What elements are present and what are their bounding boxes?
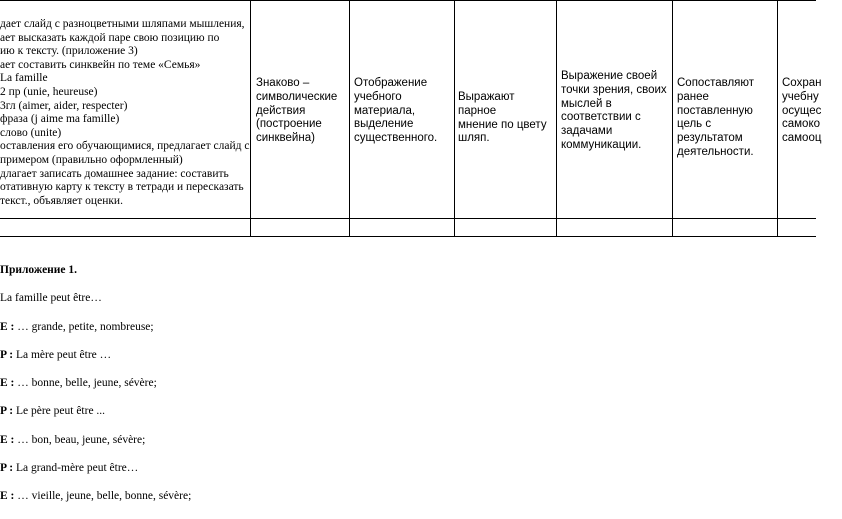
communication-cell (561, 70, 669, 153)
cell-line: 3гл (aimer, aider, respecter) (0, 99, 128, 112)
dialogue-line (0, 405, 105, 417)
dialogue-line (0, 434, 145, 446)
cell-line: Сопоставляют (677, 77, 755, 89)
column-divider (777, 0, 778, 237)
cell-line: учебного (354, 90, 402, 103)
dialogue-text: … vieille, jeune, belle, bonne, sévère; (14, 490, 192, 502)
speaker-label: P : (0, 462, 14, 474)
dialogue-text: … bon, beau, jeune, sévère; (14, 434, 146, 446)
cell-line: точки зрения, своих (561, 83, 667, 96)
cell-line: выделение (354, 118, 414, 131)
column-divider (556, 0, 557, 237)
table-row-divider (0, 218, 816, 219)
cell-line: мыслей в (561, 97, 612, 110)
cell-line: слово (unite) (0, 126, 62, 139)
cell-line: цель с результатом (677, 118, 743, 145)
sign-symbolic-cell (256, 77, 346, 146)
cell-line: задачами (561, 125, 613, 138)
cell-line: Сохран (782, 77, 822, 89)
cell-line: Выражение своей (561, 70, 658, 82)
cell-line: символические (256, 90, 338, 103)
cell-line: (построение (256, 118, 322, 131)
speaker-label: P : (0, 405, 14, 417)
dialogue-text: Le père peut être ... (13, 405, 106, 417)
cell-line: отативную карту к тексту в тетради и пересказать (0, 181, 244, 194)
cell-line: 2 пр (unie, heureuse) (0, 85, 98, 98)
dialogue-text: La grand-mère peut être… (13, 462, 139, 474)
dialogue-line (0, 377, 157, 389)
dialogue-text: … grande, petite, nombreuse; (14, 321, 154, 333)
cell-line: Знаково – (256, 77, 310, 89)
column-divider (454, 0, 455, 237)
cell-line: учебну (782, 90, 819, 103)
table-bottom-border (0, 236, 816, 237)
cell-line: материала, (354, 104, 416, 117)
cell-line: самооц (782, 132, 822, 145)
cell-line: оставления его обучающимися, предлагает слайд с (0, 140, 250, 153)
material-display-cell (354, 77, 444, 146)
cell-line: самоко (782, 118, 821, 131)
column-divider (672, 0, 673, 237)
column-divider (250, 0, 251, 237)
cell-line: фраза (j aime ma famille) (0, 113, 120, 126)
cell-line: мнение по цвету (458, 118, 547, 131)
appendix-title: Приложение 1. (0, 264, 78, 276)
cell-line: дает слайд с разноцветными шляпами мышления, (0, 18, 245, 30)
speaker-label: E : (0, 377, 15, 389)
dialogue-text: … bonne, belle, jeune, sévère; (14, 377, 157, 389)
dialogue-line (0, 490, 191, 502)
cell-line: поставленную (677, 104, 753, 117)
cell-line: длагает записать домашнее задание: составить (0, 167, 229, 180)
cell-line: Выражают парное (458, 91, 515, 117)
column-divider (349, 0, 350, 237)
cell-line: ию к тексту. (приложение 3) (0, 45, 138, 58)
speaker-label: E : (0, 434, 15, 446)
table-top-border (0, 0, 816, 1)
speaker-label: P : (0, 349, 14, 361)
dialogue-line (0, 321, 154, 333)
cell-line: примером (правильно оформленный) (0, 153, 183, 166)
cell-line: Отображение (354, 77, 428, 89)
cell-line: текст., объявляет оценки. (0, 194, 123, 207)
self-control-cell (782, 77, 842, 146)
appendix-intro: La famille peut être… (0, 292, 102, 304)
dialogue-line (0, 462, 138, 474)
cell-line: соответствии с (561, 111, 641, 124)
cell-line: коммуникации. (561, 138, 642, 151)
cell-line: осущес (782, 104, 822, 117)
speaker-label: E : (0, 490, 15, 502)
cell-line: деятельности. (677, 145, 754, 158)
cell-line: ранее (677, 90, 709, 103)
cell-line: шляп. (458, 132, 490, 145)
cell-line: существенного. (354, 132, 438, 145)
pair-opinion-cell (458, 91, 554, 146)
dialogue-line (0, 349, 111, 361)
cell-line: ает составить синквейн по теме «Семья» (0, 58, 201, 71)
dialogue-text: La mère peut être … (13, 349, 112, 361)
teacher-activity-cell (0, 18, 250, 208)
goal-comparison-cell (677, 77, 777, 160)
cell-line: ает высказать каждой паре свою позицию по (0, 31, 220, 44)
cell-line: синквейна) (256, 132, 315, 145)
cell-line: La famille (0, 72, 48, 85)
speaker-label: E : (0, 321, 15, 333)
cell-line: действия (256, 104, 306, 117)
